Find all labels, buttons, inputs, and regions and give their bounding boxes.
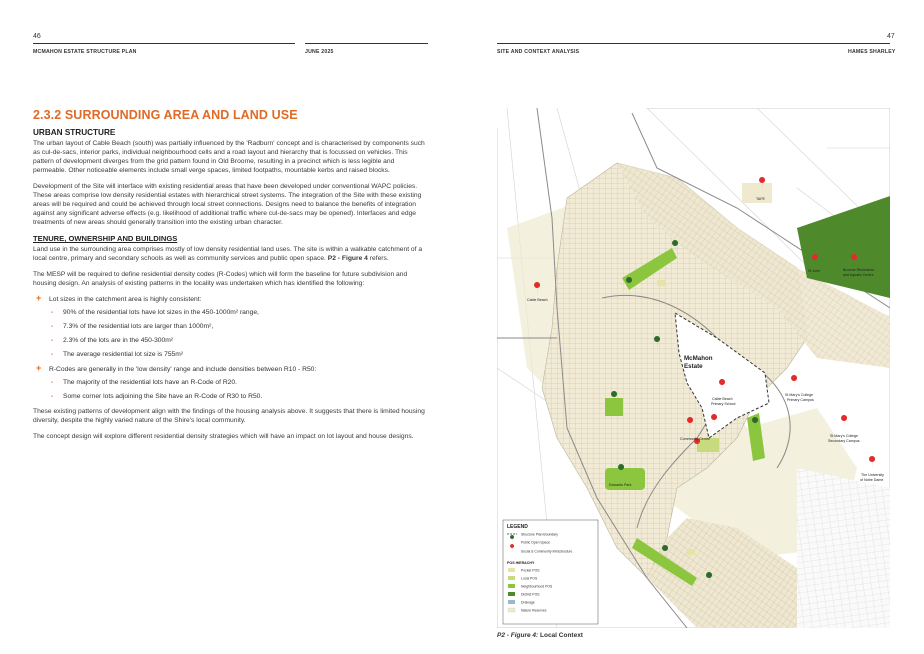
place-label: TAFE bbox=[756, 197, 765, 201]
page-number: 47 bbox=[887, 33, 895, 40]
paragraph bbox=[33, 245, 425, 263]
caption-title: Local Context bbox=[540, 632, 583, 639]
list-item-text: Lot sizes in the catchment area is highly consistent: bbox=[49, 296, 202, 303]
place-label: St Mary's College bbox=[830, 434, 859, 438]
legend-item: Drainage bbox=[521, 600, 535, 605]
sub-list-item: - Some corner lots adjoining the Site have an R-Code of R30 to R50. bbox=[49, 393, 425, 401]
estate-label: Estate bbox=[684, 363, 703, 370]
paragraph-text: refers. bbox=[367, 255, 389, 262]
list-item bbox=[33, 365, 425, 401]
subheading-tenure: TENURE, OWNERSHIP AND BUILDINGS bbox=[33, 234, 178, 243]
place-label: Secondary Campus bbox=[828, 439, 860, 443]
header-title: SITE AND CONTEXT ANALYSIS bbox=[497, 49, 580, 55]
map-legend bbox=[503, 520, 598, 624]
sub-list bbox=[49, 379, 425, 401]
sub-list-item: - 7.3% of the residential lots are larger than 1000m², bbox=[49, 323, 425, 331]
paragraph: Development of the Site will interface with existing residential areas that have been developed under conventional WAPC policies. These areas comprise low density residential estates with hierarchical street systems. The integration of the Site with these existing areas will be required and could be achieved through local street connections. Designs need to balance the benefits of integration against any significant adverse effects (e.g. likelihood of additional traffic where cul-de-sacs may be opened). Interfaces and edge treatments of new areas should generally transition into the existing urban character. bbox=[33, 183, 422, 226]
place-label: Cable Beach bbox=[527, 298, 548, 302]
place-label: The University bbox=[861, 473, 884, 477]
legend-item: Pocket POS bbox=[521, 568, 540, 573]
legend-item: Neighbourhood POS bbox=[521, 584, 553, 589]
legend-item: Nature Reserves bbox=[521, 608, 547, 613]
list-item-text: R-Codes are generally in the 'low density' range and include densities between R10 - R50: bbox=[49, 366, 317, 373]
residential-area-white bbox=[797, 468, 890, 628]
legend-item: Social & Community Infrastructure bbox=[521, 549, 573, 554]
legend-item: Local POS bbox=[521, 576, 538, 581]
header-rule bbox=[497, 43, 890, 44]
legend-item: Structure Plan Boundary bbox=[521, 532, 558, 537]
sub-list-item: - The majority of the residential lots have an R-Code of R20. bbox=[49, 379, 425, 387]
header-date: JUNE 2025 bbox=[305, 49, 334, 55]
figure-reference: P2 - Figure 4 bbox=[327, 255, 368, 262]
place-label: of Notre Dame bbox=[860, 478, 884, 482]
legend-item: Public Open Space bbox=[521, 540, 551, 545]
header-rule bbox=[305, 43, 428, 44]
paragraph: The MESP will be required to define residential density codes (R-Codes) which will form the baseline for future subdivision and housing design. An analysis of existing patterns in the locality was undertaken which has identified the following: bbox=[33, 271, 408, 287]
place-label: Broome Recreation bbox=[843, 268, 874, 272]
place-label: Primary Campus bbox=[787, 398, 814, 402]
figure-caption bbox=[497, 632, 583, 639]
estate-label: McMahon bbox=[684, 355, 713, 362]
legend-item: District POS bbox=[521, 592, 540, 597]
place-label: and Aquatic Centre bbox=[843, 273, 874, 277]
paragraph: The urban layout of Cable Beach (south) was partially influenced by the 'Radburn' concept and is characterised by components such as cul-de-sacs, interior parks, individual neighbourhood cells and a road layout and hierarchy that is focussed on vehicles. This pattern of development diverges from the grid pattern found in Old Broome, resulting in a precinct which is less legible and permeable. Other noticeable elements include small verge spaces, limited footpaths, mountable kerbs and raised blocks. bbox=[33, 140, 425, 174]
legend-heading: POS HIERACHY bbox=[507, 561, 535, 565]
bullet-list bbox=[33, 295, 425, 401]
sub-list-item: - 90% of the residential lots have lot sizes in the 450-1000m² range, bbox=[49, 309, 425, 317]
header-firm: HAMES SHARLEY bbox=[848, 49, 896, 55]
section-heading: 2.3.2 SURROUNDING AREA AND LAND USE bbox=[33, 108, 298, 122]
caption-reference: P2 - Figure 4: bbox=[497, 632, 539, 639]
place-label: St John bbox=[808, 269, 821, 273]
paragraph-text: Land use in the surrounding area comprises mostly of low density residential land uses. The site is within a walkable catchment of a local centre, primary and secondary schools as well as community services and public open space. bbox=[33, 246, 423, 262]
header-rule bbox=[33, 43, 295, 44]
subheading-urban-structure: URBAN STRUCTURE bbox=[33, 128, 116, 137]
paragraph: The concept design will explore different residential density strategies which will have an impact on lot layout and house designs. bbox=[33, 433, 414, 440]
place-label: St Mary's College bbox=[785, 393, 814, 397]
main-content bbox=[33, 108, 425, 448]
sub-list-item: - The average residential lot size is 755m² bbox=[49, 351, 425, 359]
list-item bbox=[33, 295, 425, 359]
place-label: Edwards Park bbox=[609, 483, 632, 487]
place-label: Primary School bbox=[711, 402, 736, 406]
paragraph: These existing patterns of development align with the findings of the housing analysis above. It suggests that there is limited housing diversity, despite the highly varied nature of the Shire's local community. bbox=[33, 408, 425, 424]
place-label: Community Centre bbox=[680, 437, 710, 441]
sub-list bbox=[49, 309, 425, 359]
sub-list-item: - 2.3% of the lots are in the 450-300m² bbox=[49, 337, 425, 345]
header-title: MCMAHON ESTATE STRUCTURE PLAN bbox=[33, 49, 137, 55]
local-context-map bbox=[497, 108, 890, 628]
place-label: Cable Beach bbox=[712, 397, 733, 401]
page-number: 46 bbox=[33, 33, 41, 40]
legend-title: LEGEND bbox=[507, 524, 528, 530]
